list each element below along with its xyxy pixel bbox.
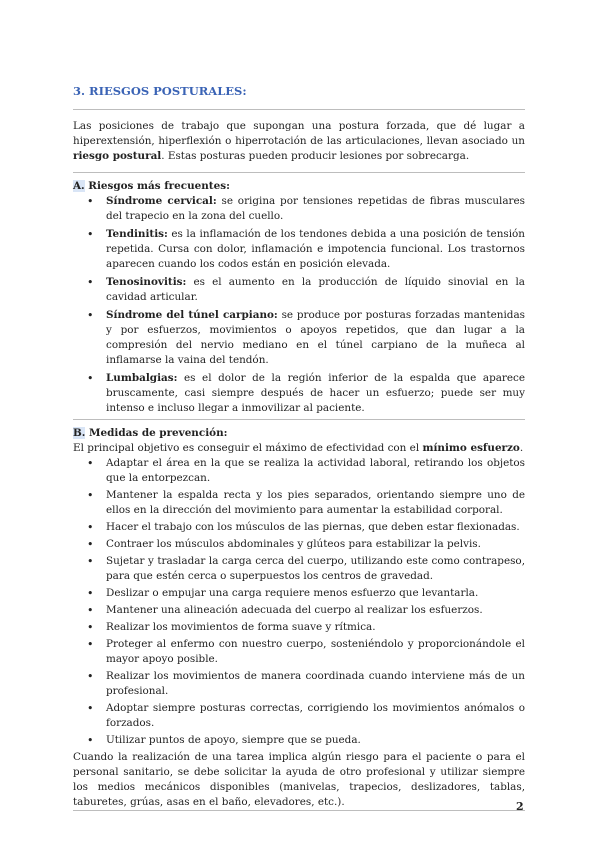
medidas-title: Medidas de prevención:	[85, 427, 228, 439]
list-item: • Sujetar y trasladar la carga cerca del cuerpo, utilizando este como contrapeso, para que estén cerca o superpuestos los centros de gravedad.	[106, 554, 525, 584]
list-item: • Realizar los movimientos de manera coordinada cuando interviene más de un profesional.	[106, 669, 525, 699]
riesgos-divider	[73, 419, 525, 420]
list-item: • Contraer los músculos abdominales y glúteos para estabilizar la pelvis.	[106, 537, 525, 552]
intro-text-start: Las posiciones de trabajo que supongan una postura forzada, que dé lugar a hiperextensión, hiperflexión o hiperrotación de las articulaciones, llevan asociado un	[73, 120, 525, 147]
list-item: • Mantener la espalda recta y los pies separados, orientando siempre uno de ellos en la dirección del movimiento para aumentar la estabilidad corporal.	[106, 488, 525, 518]
section-title: 3. RIESGOS POSTURALES:	[73, 84, 247, 98]
list-item	[106, 227, 525, 272]
risk-term: Tenosinovitis:	[106, 276, 187, 288]
page-number: 2	[516, 800, 524, 813]
risk-description: es el dolor de la región inferior de la espalda que aparece bruscamente, casi siempre después de hacer un esfuerzo; puede ser muy intenso e incluso llegar a inmovilizar al paciente.	[106, 372, 525, 414]
riesgos-heading	[73, 179, 525, 194]
riesgos-letter: A.	[73, 180, 85, 192]
risk-description: se produce por posturas forzadas mantenidas y por esfuerzos, movimientos o apoyos repetidos, que dan lugar a la compresión del nervio mediano en el túnel carpiano de la muñeca al inflamarse la vaina del tendón.	[106, 309, 525, 366]
intro-divider	[73, 172, 525, 173]
page-content	[73, 84, 525, 811]
risk-term: Síndrome del túnel carpiano:	[106, 309, 278, 321]
list-item	[106, 308, 525, 368]
risk-term: Síndrome cervical:	[106, 195, 217, 207]
medidas-list	[73, 456, 525, 748]
list-item: • Proteger al enfermo con nuestro cuerpo, sosteniéndolo y proporcionándole el mayor apoyo posible.	[106, 637, 525, 667]
list-item: • Adoptar siempre posturas correctas, corrigiendo los movimientos anómalos o forzados.	[106, 701, 525, 731]
title-divider	[73, 109, 525, 110]
intro-paragraph	[73, 119, 525, 164]
risk-description: se origina por tensiones repetidas de fibras musculares del trapecio en la zona del cuello.	[106, 195, 525, 222]
medidas-heading	[73, 426, 525, 441]
medidas-intro-bold: mínimo esfuerzo	[422, 442, 520, 454]
risk-description: es la inflamación de los tendones debida a una posición de tensión repetida. Cursa con dolor, inflamación e impotencia funcional. Los trastornos aparecen cuando los codos están en posición elevada.	[106, 228, 525, 270]
riesgos-list	[73, 194, 525, 416]
list-item: • Adaptar el área en la que se realiza la actividad laboral, retirando los objetos que la entorpezcan.	[106, 456, 525, 486]
list-item: • Deslizar o empujar una carga requiere menos esfuerzo que levantarla.	[106, 586, 525, 601]
list-item	[106, 194, 525, 224]
risk-description: es el aumento en la producción de líquido sinovial en la cavidad articular.	[106, 276, 525, 303]
list-item: • Utilizar puntos de apoyo, siempre que se pueda.	[106, 733, 525, 748]
list-item: • Mantener una alineación adecuada del cuerpo al realizar los esfuerzos.	[106, 603, 525, 618]
closing-paragraph: Cuando la realización de una tarea implica algún riesgo para el paciente o para el personal sanitario, se debe solicitar la ayuda de otro profesional y utilizar siempre los medios mecánicos disponibles (manivelas, trapecios, deslizadores, tablas, taburetes, grúas, asas en el baño, elevadores, etc.).	[73, 751, 525, 808]
risk-term: Tendinitis:	[106, 228, 168, 240]
list-item: • Realizar los movimientos de forma suave y rítmica.	[106, 620, 525, 635]
risk-term: Lumbalgias:	[106, 372, 178, 384]
closing-divider	[73, 810, 525, 811]
riesgos-title: Riesgos más frecuentes:	[84, 180, 230, 192]
medidas-intro-end: .	[519, 442, 524, 454]
intro-bold-term: riesgo postural	[73, 150, 162, 162]
medidas-intro	[73, 441, 525, 456]
intro-text-end: . Estas posturas pueden producir lesiones por sobrecarga.	[161, 150, 470, 162]
list-item	[106, 275, 525, 305]
list-item	[106, 371, 525, 416]
medidas-intro-start: El principal objetivo es conseguir el máximo de efectividad con el	[73, 442, 423, 454]
list-item: • Hacer el trabajo con los músculos de las piernas, que deben estar flexionadas.	[106, 520, 525, 535]
medidas-letter: B.	[73, 427, 86, 439]
